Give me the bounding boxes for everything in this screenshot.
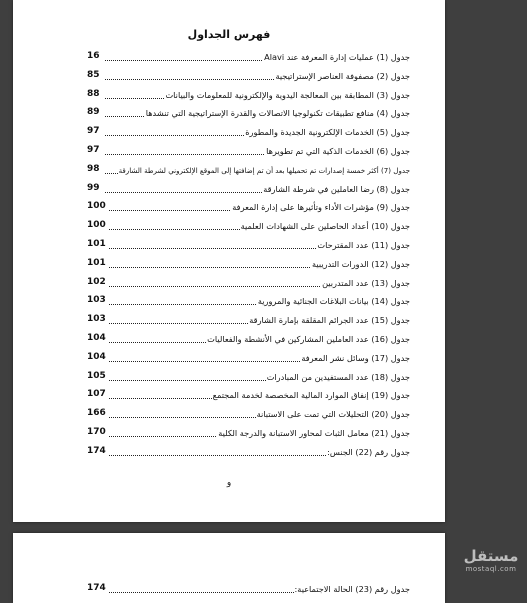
toc-entry-page: 16 — [87, 51, 100, 61]
watermark-latin: mostaql.com — [465, 565, 517, 573]
toc-entry-page: 89 — [87, 107, 100, 118]
toc-entry-label: جدول (15) عدد الجرائم المقلقة بإمارة الشارقة — [249, 315, 410, 326]
toc-entry[interactable] — [87, 428, 410, 447]
toc-entry-page: 88 — [87, 88, 100, 99]
toc-entry[interactable] — [87, 71, 410, 90]
toc-entry-label: جدول (3) المطابقة بين المعالجة اليدوية والإلكترونية للمعلومات والبيانات — [165, 89, 410, 100]
toc-entry-label: جدول (2) مصفوفة العناصر الإستراتيجية — [275, 70, 410, 81]
toc-entry-label: جدول (20) التحليلات التي تمت على الاستبانة — [256, 409, 410, 420]
toc-entry[interactable] — [87, 334, 410, 353]
toc-entry-page: 166 — [87, 408, 106, 419]
document-page-1 — [13, 0, 445, 522]
toc-entry-page: 97 — [87, 126, 100, 137]
toc-entry[interactable] — [87, 278, 410, 297]
toc-entry[interactable] — [87, 202, 410, 221]
toc-entry-page: 105 — [87, 370, 106, 381]
toc-entry-label: جدول (9) مؤشرات الأداء وتأثيرها على إدارة المعرفة — [232, 202, 410, 213]
toc-entry-page: 102 — [87, 276, 106, 287]
mostaql-watermark-logo — [456, 548, 526, 573]
toc-entry-label: جدول (6) الخدمات الذكية التي تم تطويرها — [266, 145, 410, 156]
toc-entry-label: جدول (19) إنفاق الموارد المالية المخصصة لخدمة المجتمع — [212, 390, 410, 401]
toc-entry-label: جدول رقم (23) الحالة الاجتماعية: — [294, 584, 410, 594]
toc-entry-page: 100 — [87, 201, 106, 212]
toc-entry-label: جدول (8) رضا العاملين في شرطة الشارقة — [263, 183, 410, 194]
toc-entry-page: 104 — [87, 332, 106, 343]
toc-entry[interactable] — [87, 372, 410, 391]
toc-entry-page: 170 — [87, 426, 106, 437]
toc-entry[interactable] — [87, 127, 410, 146]
toc-entry[interactable] — [87, 296, 410, 315]
toc-entry[interactable] — [87, 240, 410, 259]
toc-entry-label: جدول (13) عدد المتدربين — [322, 277, 410, 288]
toc-entry-label: جدول (10) أعداد الحاصلين على الشهادات العلمية — [240, 221, 410, 232]
toc-entry-label: جدول (7) أكثر خمسة إصدارات تم تحميلها بعد أن تم إضافتها إلى الموقع الإلكتروني لشرطة الشارقة — [118, 165, 410, 175]
toc-entry-page: 101 — [87, 257, 106, 268]
toc-title: فهرس الجداول — [187, 28, 271, 41]
toc-entry[interactable] — [87, 221, 410, 240]
toc-entry[interactable] — [87, 353, 410, 372]
toc-entry-page: 107 — [87, 389, 106, 400]
toc-entry-page: 104 — [87, 351, 106, 362]
watermark-arabic: مستقل — [463, 547, 519, 565]
toc-entry[interactable] — [87, 259, 410, 278]
toc-entry-page: 174 — [87, 583, 106, 593]
toc-entry-page: 100 — [87, 220, 106, 231]
toc-entry-label: جدول رقم (22) الجنس: — [327, 446, 410, 457]
toc-entry-label: جدول (12) الدورات التدريبية — [312, 258, 410, 269]
toc-entry-page: 85 — [87, 69, 100, 80]
toc-entry[interactable] — [87, 184, 410, 203]
document-page-2 — [13, 533, 445, 603]
toc-entry[interactable] — [87, 447, 410, 466]
toc-entry[interactable] — [87, 52, 410, 71]
toc-entry-page: 174 — [87, 445, 106, 456]
toc-entry-label: جدول (17) وسائل نشر المعرفة — [301, 352, 410, 363]
toc-entry-label: جدول (18) عدد المستفيدين من المبادرات — [266, 371, 410, 382]
toc-entry-label: جدول (1) عمليات إدارة المعرفة عند Alavi — [264, 52, 410, 62]
toc-entry[interactable] — [87, 108, 410, 127]
toc-entry-label: جدول (14) بيانات البلاغات الجنائية والمرورية — [257, 296, 410, 307]
toc-entry-page: 97 — [87, 144, 100, 155]
toc-entry-label: جدول (4) منافع تطبيقات تكنولوجيا الاتصالات والقدرة الإستراتيجية التي تنشدها — [145, 108, 410, 119]
toc-entry-label: جدول (16) عدد العاملين المشاركين في الأنشطة والفعاليات — [207, 333, 410, 344]
toc-entry-page: 103 — [87, 314, 106, 325]
toc-entry-label: جدول (21) معامل الثبات لمحاور الاستبانة والدرجة الكلية — [218, 427, 410, 438]
toc-entry-page: 101 — [87, 238, 106, 249]
toc-entry[interactable] — [87, 165, 410, 184]
toc-entry-label: جدول (11) عدد المقترحات — [317, 239, 410, 250]
toc-entry-label: جدول (5) الخدمات الإلكترونية الجديدة والمطورة — [245, 127, 410, 138]
toc-list — [87, 52, 410, 466]
toc-entry[interactable] — [87, 409, 410, 428]
toc-entry-page: 99 — [87, 182, 100, 193]
toc-entry[interactable] — [87, 90, 410, 109]
toc-entry[interactable] — [87, 390, 410, 409]
page-number-footer: و — [226, 478, 232, 488]
toc-entry-page: 103 — [87, 295, 106, 306]
toc-entry[interactable] — [87, 146, 410, 165]
toc-entry-page: 98 — [87, 163, 100, 174]
toc-entry[interactable] — [87, 315, 410, 334]
